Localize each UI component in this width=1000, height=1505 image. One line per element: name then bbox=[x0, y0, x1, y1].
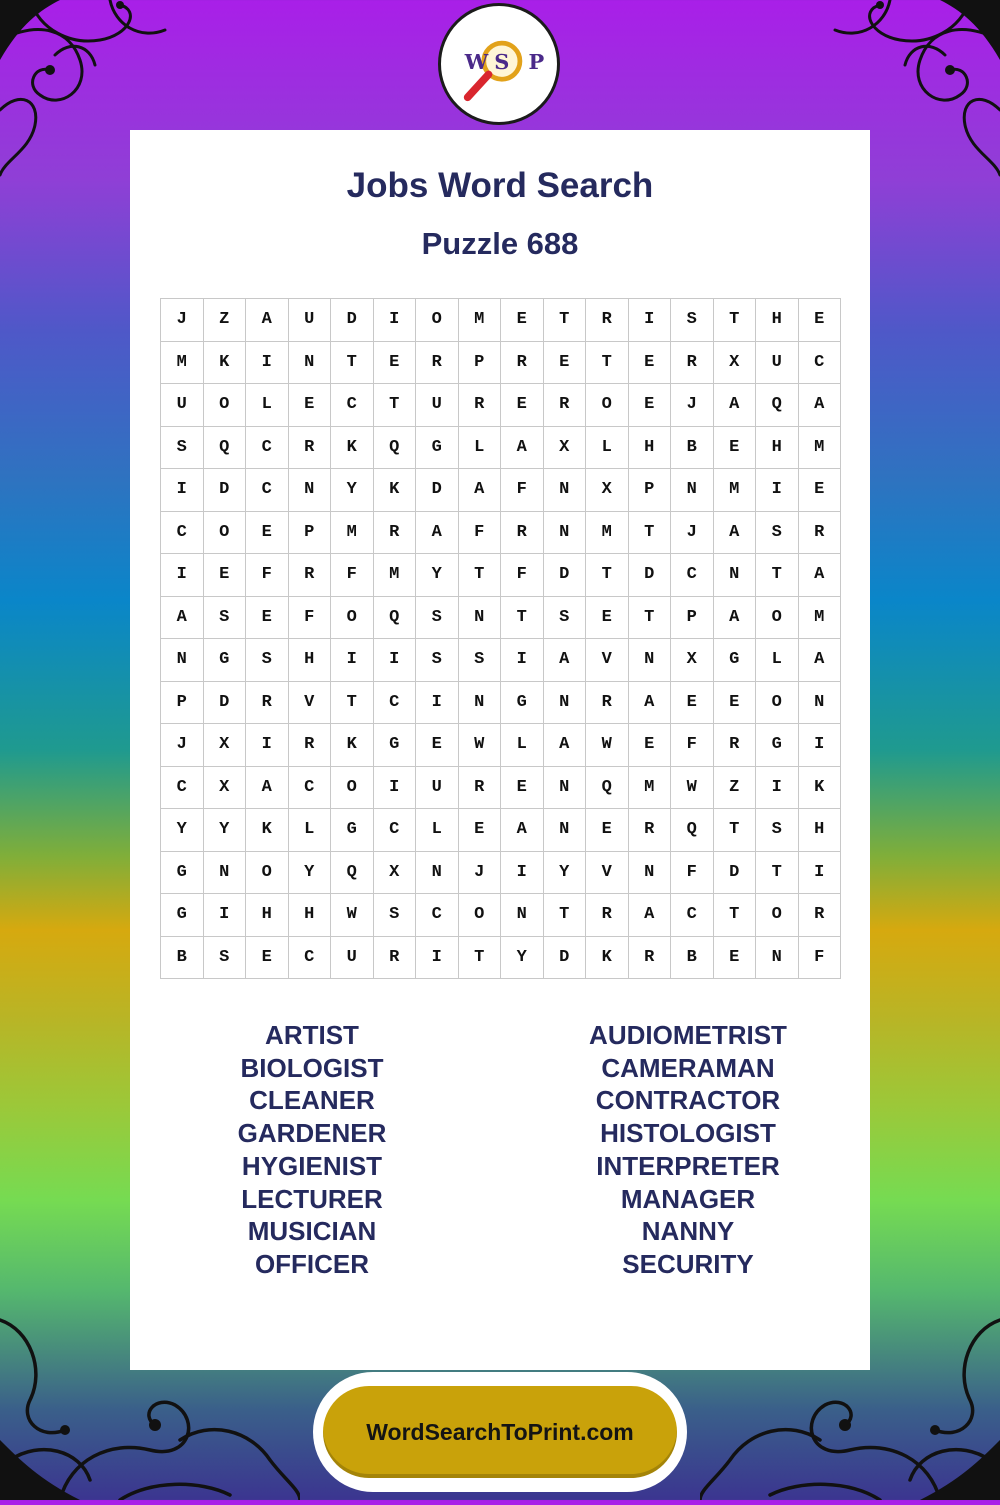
grid-cell[interactable]: R bbox=[246, 682, 289, 725]
grid-cell[interactable]: T bbox=[331, 342, 374, 385]
grid-cell[interactable]: F bbox=[671, 852, 714, 895]
grid-cell[interactable]: Q bbox=[671, 809, 714, 852]
grid-cell[interactable]: X bbox=[544, 427, 587, 470]
grid-cell[interactable]: H bbox=[799, 809, 842, 852]
grid-cell[interactable]: U bbox=[416, 384, 459, 427]
grid-cell[interactable]: I bbox=[799, 724, 842, 767]
footer-pill bbox=[313, 1372, 687, 1492]
grid-cell[interactable]: C bbox=[671, 894, 714, 937]
grid-cell[interactable]: N bbox=[629, 639, 672, 682]
grid-cell[interactable]: C bbox=[416, 894, 459, 937]
grid-cell[interactable]: I bbox=[161, 554, 204, 597]
grid-cell[interactable]: J bbox=[671, 512, 714, 555]
grid-cell[interactable]: O bbox=[331, 767, 374, 810]
grid-cell[interactable]: W bbox=[459, 724, 502, 767]
grid-cell[interactable]: C bbox=[289, 937, 332, 980]
grid-cell[interactable]: R bbox=[629, 937, 672, 980]
grid-cell[interactable]: S bbox=[416, 639, 459, 682]
grid-cell[interactable]: L bbox=[586, 427, 629, 470]
grid-cell[interactable]: R bbox=[459, 767, 502, 810]
grid-cell[interactable]: A bbox=[714, 512, 757, 555]
grid-cell[interactable]: O bbox=[756, 682, 799, 725]
grid-cell[interactable]: G bbox=[331, 809, 374, 852]
grid-cell[interactable]: A bbox=[714, 597, 757, 640]
puzzle-number: Puzzle 688 bbox=[421, 226, 579, 261]
word-list-item: MANAGER bbox=[620, 1183, 756, 1214]
grid-cell[interactable]: I bbox=[246, 342, 289, 385]
grid-cell[interactable]: I bbox=[374, 767, 417, 810]
grid-cell[interactable]: I bbox=[374, 299, 417, 342]
grid-cell[interactable]: T bbox=[756, 852, 799, 895]
grid-cell[interactable]: Q bbox=[586, 767, 629, 810]
grid-cell[interactable]: K bbox=[586, 937, 629, 980]
grid-cell[interactable]: H bbox=[246, 894, 289, 937]
grid-cell[interactable]: M bbox=[714, 469, 757, 512]
grid-cell[interactable]: A bbox=[799, 384, 842, 427]
grid-cell[interactable]: G bbox=[756, 724, 799, 767]
grid-cell[interactable]: R bbox=[374, 937, 417, 980]
grid-cell[interactable]: C bbox=[289, 767, 332, 810]
grid-cell[interactable]: L bbox=[416, 809, 459, 852]
grid-cell[interactable]: H bbox=[289, 639, 332, 682]
grid-cell[interactable]: О bbox=[586, 384, 629, 427]
grid-cell[interactable]: A bbox=[416, 512, 459, 555]
grid-cell[interactable]: M bbox=[799, 427, 842, 470]
grid-cell[interactable]: T bbox=[586, 342, 629, 385]
grid-cell[interactable]: V bbox=[586, 639, 629, 682]
grid-cell[interactable]: F bbox=[331, 554, 374, 597]
grid-cell[interactable]: O bbox=[246, 852, 289, 895]
grid-cell[interactable]: L bbox=[246, 384, 289, 427]
word-list-item: INTERPRETER bbox=[596, 1150, 780, 1181]
grid-cell[interactable]: Q bbox=[374, 427, 417, 470]
grid-cell[interactable]: R bbox=[459, 384, 502, 427]
grid-cell[interactable]: U bbox=[416, 767, 459, 810]
grid-cell[interactable]: F bbox=[501, 469, 544, 512]
grid-cell[interactable]: D bbox=[714, 852, 757, 895]
grid-cell[interactable]: R bbox=[289, 724, 332, 767]
grid-cell[interactable]: N bbox=[204, 852, 247, 895]
grid-cell[interactable]: A bbox=[714, 384, 757, 427]
grid-cell[interactable]: I bbox=[331, 639, 374, 682]
grid-cell[interactable]: R bbox=[544, 384, 587, 427]
grid-cell[interactable]: Z bbox=[204, 299, 247, 342]
grid-cell[interactable]: T bbox=[544, 894, 587, 937]
grid-cell[interactable]: E bbox=[416, 724, 459, 767]
grid-cell[interactable]: E bbox=[501, 299, 544, 342]
grid-cell[interactable]: F bbox=[671, 724, 714, 767]
grid-cell[interactable]: A bbox=[629, 682, 672, 725]
grid-cell[interactable]: N bbox=[161, 639, 204, 682]
grid-cell[interactable]: L bbox=[459, 427, 502, 470]
grid-cell[interactable]: Q bbox=[204, 427, 247, 470]
grid-cell[interactable]: W bbox=[671, 767, 714, 810]
letter-grid[interactable] bbox=[160, 298, 841, 979]
grid-cell[interactable]: S bbox=[204, 937, 247, 980]
grid-cell[interactable]: C bbox=[161, 512, 204, 555]
grid-cell[interactable]: A bbox=[246, 767, 289, 810]
logo-letter-p: P bbox=[528, 48, 545, 74]
grid-cell[interactable]: V bbox=[289, 682, 332, 725]
grid-cell[interactable]: A bbox=[161, 597, 204, 640]
grid-cell[interactable]: E bbox=[374, 342, 417, 385]
grid-cell[interactable]: Y bbox=[331, 469, 374, 512]
grid-cell[interactable]: A bbox=[501, 809, 544, 852]
grid-cell[interactable]: H bbox=[756, 299, 799, 342]
grid-cell[interactable]: I bbox=[799, 852, 842, 895]
grid-cell[interactable]: M bbox=[459, 299, 502, 342]
grid-cell[interactable]: P bbox=[161, 682, 204, 725]
grid-cell[interactable]: G bbox=[501, 682, 544, 725]
grid-cell[interactable]: P bbox=[289, 512, 332, 555]
grid-cell[interactable]: N bbox=[459, 597, 502, 640]
grid-cell[interactable]: E bbox=[246, 512, 289, 555]
word-list-item: ARTIST bbox=[265, 1020, 359, 1050]
grid-cell[interactable]: F bbox=[459, 512, 502, 555]
grid-cell[interactable]: O bbox=[331, 597, 374, 640]
grid-cell[interactable]: G bbox=[204, 639, 247, 682]
word-list-item: CAMERAMAN bbox=[601, 1052, 775, 1083]
grid-cell[interactable]: T bbox=[714, 299, 757, 342]
grid-cell[interactable]: E bbox=[714, 937, 757, 980]
grid-cell[interactable]: K bbox=[374, 469, 417, 512]
grid-cell[interactable]: I bbox=[756, 469, 799, 512]
grid-cell[interactable]: P bbox=[459, 342, 502, 385]
grid-cell[interactable]: B bbox=[671, 427, 714, 470]
grid-cell[interactable]: H bbox=[629, 427, 672, 470]
word-list-left bbox=[162, 1019, 462, 1281]
grid-cell[interactable]: N bbox=[544, 809, 587, 852]
grid-cell[interactable]: E bbox=[289, 384, 332, 427]
grid-cell[interactable]: N bbox=[544, 682, 587, 725]
grid-cell[interactable]: D bbox=[331, 299, 374, 342]
grid-cell[interactable]: T bbox=[374, 384, 417, 427]
grid-cell[interactable]: T bbox=[714, 894, 757, 937]
grid-cell[interactable]: F bbox=[799, 937, 842, 980]
grid-cell[interactable]: R bbox=[501, 342, 544, 385]
grid-cell[interactable]: R bbox=[586, 299, 629, 342]
grid-cell[interactable]: N bbox=[671, 469, 714, 512]
grid-cell[interactable]: E bbox=[586, 809, 629, 852]
grid-cell[interactable]: I bbox=[756, 767, 799, 810]
grid-cell[interactable]: T bbox=[459, 554, 502, 597]
logo-letter-s: S bbox=[494, 48, 510, 74]
grid-cell[interactable]: Y bbox=[544, 852, 587, 895]
grid-cell[interactable]: J bbox=[671, 384, 714, 427]
grid-cell[interactable]: G bbox=[161, 852, 204, 895]
grid-cell[interactable]: U bbox=[331, 937, 374, 980]
grid-cell[interactable]: M bbox=[161, 342, 204, 385]
grid-cell[interactable]: D bbox=[204, 682, 247, 725]
grid-cell[interactable]: E bbox=[671, 682, 714, 725]
word-list-item: GARDENER bbox=[237, 1118, 387, 1149]
grid-cell[interactable]: O bbox=[204, 384, 247, 427]
grid-cell[interactable]: J bbox=[459, 852, 502, 895]
grid-cell[interactable]: X bbox=[204, 724, 247, 767]
grid-cell[interactable]: E bbox=[544, 342, 587, 385]
grid-cell[interactable]: A bbox=[629, 894, 672, 937]
grid-cell[interactable]: A bbox=[799, 554, 842, 597]
grid-cell[interactable]: S bbox=[459, 639, 502, 682]
grid-cell[interactable]: E bbox=[629, 342, 672, 385]
grid-cell[interactable]: O bbox=[416, 299, 459, 342]
grid-cell[interactable]: O bbox=[756, 597, 799, 640]
grid-cell[interactable]: Y bbox=[501, 937, 544, 980]
grid-cell[interactable]: B bbox=[161, 937, 204, 980]
grid-cell[interactable]: S bbox=[246, 639, 289, 682]
grid-cell[interactable]: E bbox=[629, 724, 672, 767]
grid-cell[interactable]: Z bbox=[714, 767, 757, 810]
grid-cell[interactable]: S bbox=[204, 597, 247, 640]
grid-cell[interactable]: N bbox=[714, 554, 757, 597]
grid-cell[interactable]: S bbox=[756, 809, 799, 852]
grid-cell[interactable]: K bbox=[331, 724, 374, 767]
grid-cell[interactable]: R bbox=[416, 342, 459, 385]
grid-cell[interactable]: E bbox=[714, 682, 757, 725]
grid-cell[interactable]: D bbox=[416, 469, 459, 512]
grid-cell[interactable]: T bbox=[629, 512, 672, 555]
grid-cell[interactable]: R bbox=[799, 512, 842, 555]
grid-cell[interactable]: C bbox=[246, 427, 289, 470]
grid-cell[interactable]: C bbox=[161, 767, 204, 810]
grid-cell[interactable]: J bbox=[161, 299, 204, 342]
grid-cell[interactable]: N bbox=[629, 852, 672, 895]
grid-cell[interactable]: K bbox=[204, 342, 247, 385]
grid-cell[interactable]: R bbox=[374, 512, 417, 555]
grid-cell[interactable]: I bbox=[629, 299, 672, 342]
grid-cell[interactable]: N bbox=[756, 937, 799, 980]
word-list-item: HISTOLOGIST bbox=[600, 1118, 776, 1149]
grid-cell[interactable]: E bbox=[586, 597, 629, 640]
grid-cell[interactable]: E bbox=[714, 427, 757, 470]
grid-cell[interactable]: T bbox=[586, 554, 629, 597]
grid-cell[interactable]: N bbox=[544, 469, 587, 512]
grid-cell[interactable]: H bbox=[289, 894, 332, 937]
grid-cell[interactable]: Q bbox=[331, 852, 374, 895]
grid-cell[interactable]: R bbox=[671, 342, 714, 385]
grid-cell[interactable]: E bbox=[629, 384, 672, 427]
word-list-item: MUSICIAN bbox=[247, 1216, 377, 1247]
grid-cell[interactable]: R bbox=[799, 894, 842, 937]
grid-cell[interactable]: L bbox=[289, 809, 332, 852]
grid-cell[interactable]: S bbox=[756, 512, 799, 555]
grid-cell[interactable]: T bbox=[501, 597, 544, 640]
grid-cell[interactable]: C bbox=[374, 682, 417, 725]
grid-cell[interactable]: R bbox=[501, 512, 544, 555]
grid-cell[interactable]: Y bbox=[161, 809, 204, 852]
page-title: Jobs Word Search bbox=[346, 166, 654, 205]
grid-cell[interactable]: N bbox=[289, 342, 332, 385]
grid-cell[interactable]: N bbox=[799, 682, 842, 725]
grid-cell[interactable]: M bbox=[586, 512, 629, 555]
grid-cell[interactable]: R bbox=[289, 427, 332, 470]
grid-cell[interactable]: O bbox=[204, 512, 247, 555]
grid-cell[interactable]: C bbox=[246, 469, 289, 512]
word-list-item: HYGIENIST bbox=[241, 1150, 383, 1181]
grid-cell[interactable]: A bbox=[799, 639, 842, 682]
grid-cell[interactable]: F bbox=[501, 554, 544, 597]
grid-cell[interactable]: U bbox=[289, 299, 332, 342]
grid-cell[interactable]: P bbox=[629, 469, 672, 512]
grid-cell[interactable]: D bbox=[629, 554, 672, 597]
word-list-item: OFFICER bbox=[254, 1248, 370, 1279]
grid-cell[interactable]: E bbox=[204, 554, 247, 597]
grid-cell[interactable]: U bbox=[756, 342, 799, 385]
word-list-item: AUDIOMETRIST bbox=[589, 1020, 787, 1050]
grid-cell[interactable]: X bbox=[586, 469, 629, 512]
magnifier-icon bbox=[441, 6, 557, 122]
grid-cell[interactable]: R bbox=[714, 724, 757, 767]
site-logo[interactable] bbox=[438, 3, 560, 125]
grid-cell[interactable]: R bbox=[629, 809, 672, 852]
word-list-right bbox=[538, 1019, 838, 1281]
grid-cell[interactable]: G bbox=[374, 724, 417, 767]
grid-cell[interactable]: E bbox=[501, 384, 544, 427]
grid-cell[interactable]: E bbox=[246, 937, 289, 980]
grid-cell[interactable]: D bbox=[544, 937, 587, 980]
grid-cell[interactable]: I bbox=[501, 852, 544, 895]
grid-cell[interactable]: I bbox=[501, 639, 544, 682]
grid-cell[interactable]: F bbox=[289, 597, 332, 640]
grid-cell[interactable]: T bbox=[714, 809, 757, 852]
grid-cell[interactable]: R bbox=[586, 894, 629, 937]
grid-cell[interactable]: C bbox=[374, 809, 417, 852]
word-list-item: SECURITY bbox=[622, 1248, 754, 1279]
word-list-item: LECTURER bbox=[241, 1183, 383, 1214]
grid-cell[interactable]: D bbox=[544, 554, 587, 597]
grid-cell[interactable]: I bbox=[416, 937, 459, 980]
grid-cell[interactable]: X bbox=[714, 342, 757, 385]
grid-cell[interactable]: S bbox=[416, 597, 459, 640]
grid-cell[interactable]: G bbox=[714, 639, 757, 682]
grid-cell[interactable]: I bbox=[416, 682, 459, 725]
grid-cell[interactable]: C bbox=[799, 342, 842, 385]
word-list-item: NANNY bbox=[641, 1216, 735, 1247]
grid-cell[interactable]: S bbox=[161, 427, 204, 470]
grid-cell[interactable]: N bbox=[544, 512, 587, 555]
grid-cell[interactable]: Y bbox=[289, 852, 332, 895]
grid-cell[interactable]: M bbox=[374, 554, 417, 597]
logo-letter-w: W bbox=[464, 48, 489, 74]
word-list-item: CLEANER bbox=[249, 1085, 375, 1116]
grid-cell[interactable]: S bbox=[544, 597, 587, 640]
grid-cell[interactable]: A bbox=[501, 427, 544, 470]
grid-cell[interactable]: B bbox=[671, 937, 714, 980]
grid-cell[interactable]: L bbox=[501, 724, 544, 767]
grid-cell[interactable]: T bbox=[331, 682, 374, 725]
grid-cell[interactable]: E bbox=[799, 299, 842, 342]
grid-cell[interactable]: I bbox=[204, 894, 247, 937]
grid-cell[interactable]: Y bbox=[204, 809, 247, 852]
grid-cell[interactable]: A bbox=[246, 299, 289, 342]
grid-cell[interactable]: Q bbox=[374, 597, 417, 640]
grid-cell[interactable]: E bbox=[246, 597, 289, 640]
grid-cell[interactable]: R bbox=[289, 554, 332, 597]
grid-cell[interactable]: E bbox=[501, 767, 544, 810]
word-list-item: BIOLOGIST bbox=[240, 1052, 384, 1083]
grid-cell[interactable]: S bbox=[374, 894, 417, 937]
grid-cell[interactable]: T bbox=[544, 299, 587, 342]
grid-cell[interactable]: V bbox=[586, 852, 629, 895]
grid-cell[interactable]: R bbox=[586, 682, 629, 725]
puzzle-card bbox=[130, 130, 870, 1370]
grid-cell[interactable]: L bbox=[756, 639, 799, 682]
grid-cell[interactable]: E bbox=[799, 469, 842, 512]
grid-cell[interactable]: X bbox=[671, 639, 714, 682]
grid-cell[interactable]: M bbox=[799, 597, 842, 640]
grid-cell[interactable]: G bbox=[161, 894, 204, 937]
grid-cell[interactable]: O bbox=[756, 894, 799, 937]
grid-cell[interactable]: G bbox=[416, 427, 459, 470]
grid-cell[interactable]: D bbox=[204, 469, 247, 512]
grid-cell[interactable]: J bbox=[161, 724, 204, 767]
grid-cell[interactable]: Q bbox=[756, 384, 799, 427]
grid-cell[interactable]: U bbox=[161, 384, 204, 427]
grid-cell[interactable]: F bbox=[246, 554, 289, 597]
grid-cell[interactable]: I bbox=[161, 469, 204, 512]
grid-cell[interactable]: M bbox=[331, 512, 374, 555]
grid-cell[interactable]: N bbox=[544, 767, 587, 810]
grid-cell[interactable]: T bbox=[629, 597, 672, 640]
grid-cell[interactable]: P bbox=[671, 597, 714, 640]
grid-cell[interactable]: A bbox=[459, 469, 502, 512]
grid-cell[interactable]: O bbox=[459, 894, 502, 937]
site-link-button[interactable]: WordSearchToPrint.com bbox=[323, 1386, 677, 1478]
grid-cell[interactable]: N bbox=[416, 852, 459, 895]
grid-cell[interactable]: T bbox=[459, 937, 502, 980]
grid-cell[interactable]: E bbox=[459, 809, 502, 852]
grid-cell[interactable]: I bbox=[246, 724, 289, 767]
grid-cell[interactable]: H bbox=[756, 427, 799, 470]
grid-cell[interactable]: S bbox=[671, 299, 714, 342]
grid-cell[interactable]: M bbox=[629, 767, 672, 810]
grid-cell[interactable]: X bbox=[374, 852, 417, 895]
grid-cell[interactable]: W bbox=[586, 724, 629, 767]
grid-cell[interactable]: T bbox=[756, 554, 799, 597]
grid-cell[interactable]: C bbox=[671, 554, 714, 597]
grid-cell[interactable]: A bbox=[544, 639, 587, 682]
grid-cell[interactable]: N bbox=[289, 469, 332, 512]
grid-cell[interactable]: K bbox=[331, 427, 374, 470]
grid-cell[interactable]: C bbox=[331, 384, 374, 427]
grid-cell[interactable]: A bbox=[544, 724, 587, 767]
grid-cell[interactable]: K bbox=[799, 767, 842, 810]
word-list-item: CONTRACTOR bbox=[595, 1085, 781, 1116]
grid-cell[interactable]: N bbox=[459, 682, 502, 725]
grid-cell[interactable]: I bbox=[374, 639, 417, 682]
grid-cell[interactable]: N bbox=[501, 894, 544, 937]
grid-cell[interactable]: W bbox=[331, 894, 374, 937]
grid-cell[interactable]: K bbox=[246, 809, 289, 852]
grid-cell[interactable]: Y bbox=[416, 554, 459, 597]
grid-cell[interactable]: X bbox=[204, 767, 247, 810]
